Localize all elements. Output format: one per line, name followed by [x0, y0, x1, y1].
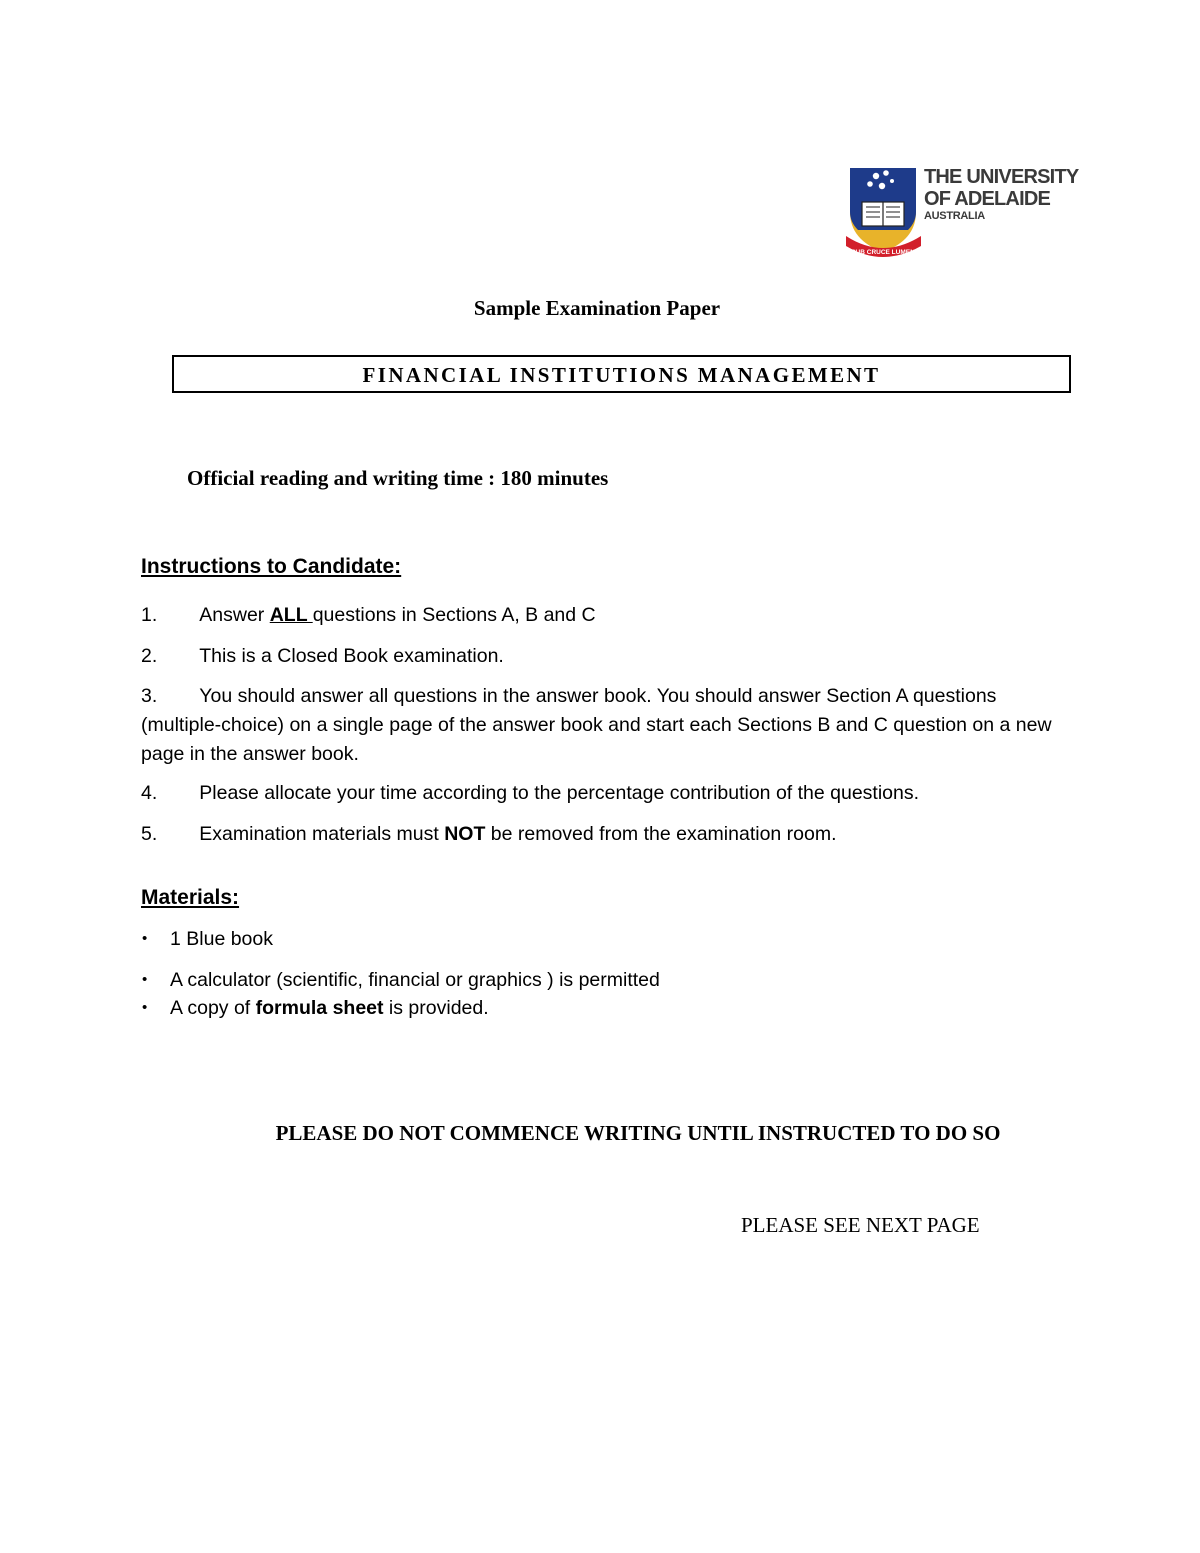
item-text: Examination materials must: [199, 823, 445, 845]
materials-heading: Materials:: [141, 886, 240, 909]
instruction-item-2: [141, 642, 1066, 671]
logo-line-3: AUSTRALIA: [924, 210, 985, 222]
item-text: A calculator (scientific, financial or graphics ) is permitted: [170, 969, 660, 991]
item-text: is provided.: [383, 997, 489, 1019]
item-text: questions in Sections A, B and C: [312, 604, 596, 626]
emphasis: NOT: [444, 823, 486, 845]
bullet-icon: •: [142, 999, 148, 1016]
svg-text:SUB CRUCE LUMEN: SUB CRUCE LUMEN: [851, 249, 915, 256]
logo-line-1: THE UNIVERSITY: [924, 166, 1079, 188]
materials-item-1: [141, 928, 273, 951]
university-crest-icon: [846, 164, 921, 264]
bullet-icon: •: [142, 971, 148, 988]
bullet-icon: •: [142, 930, 148, 947]
course-title: FINANCIAL INSTITUTIONS MANAGEMENT: [362, 363, 881, 387]
item-number: 4.: [141, 782, 158, 804]
instruction-item-4: [141, 779, 1066, 808]
item-text: Please allocate your time according to the percentage contribution of the questions.: [199, 782, 920, 804]
item-number: 1.: [141, 604, 158, 626]
emphasis: ALL: [269, 604, 313, 626]
logo-line-2: OF ADELAIDE: [924, 188, 1051, 210]
instruction-item-3: [141, 682, 1066, 769]
emphasis: formula sheet: [255, 997, 384, 1019]
instruction-item-5: [141, 820, 1066, 849]
item-number: 3.: [141, 685, 158, 707]
instructions-heading: Instructions to Candidate:: [141, 555, 402, 578]
item-text: Answer: [199, 604, 270, 626]
item-text: 1 Blue book: [170, 928, 273, 950]
instruction-item-1: [141, 601, 1066, 630]
materials-item-2: [141, 969, 660, 992]
item-text: A copy of: [170, 997, 256, 1019]
item-number: 2.: [141, 645, 158, 667]
university-logo: [846, 164, 1079, 264]
materials-item-3: [141, 997, 489, 1020]
item-number: 5.: [141, 823, 158, 845]
item-text: You should answer all questions in the answer book. You should answer Section A questions (multiple-choice) on a single page of the answer book and start each Sections B and C question on a new page in the answer book.: [141, 685, 1052, 765]
item-text: be removed from the examination room.: [485, 823, 837, 845]
course-title-box: [172, 355, 1071, 393]
commence-warning: PLEASE DO NOT COMMENCE WRITING UNTIL INSTRUCTED TO DO SO: [275, 1121, 1001, 1145]
item-text: This is a Closed Book examination.: [199, 645, 504, 667]
document-title: Sample Examination Paper: [473, 296, 721, 320]
next-page-note: PLEASE SEE NEXT PAGE: [741, 1213, 980, 1237]
exam-time: Official reading and writing time : 180 minutes: [187, 466, 609, 490]
